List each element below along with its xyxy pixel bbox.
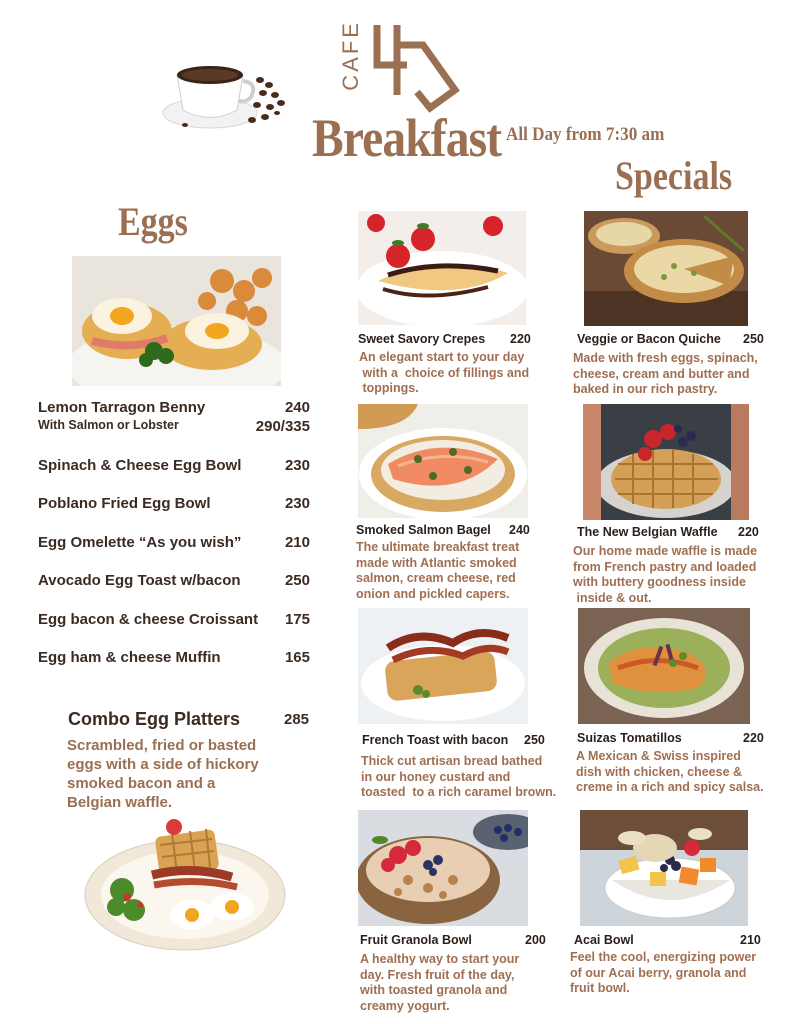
special-desc-line: day. Fresh fruit of the day, [360, 967, 515, 982]
egg-item-name: Egg bacon & cheese Croissant [38, 611, 259, 628]
special-name: Smoked Salmon Bagel [356, 523, 491, 537]
special-price: 220 [738, 525, 759, 539]
special-price: 240 [509, 523, 530, 537]
belgian-waffle-photo [583, 404, 749, 520]
special-desc-line: salmon, cream cheese, red [356, 571, 516, 585]
breakfast-title: Breakfast [312, 108, 502, 168]
egg-item-option [38, 418, 310, 435]
special-desc-line: inside & out. [573, 590, 652, 605]
egg-item-name: With Salmon or Lobster [38, 418, 179, 432]
egg-item-name: Spinach & Cheese Egg Bowl [38, 457, 242, 474]
hours-tagline: All Day from 7:30 am [506, 124, 665, 145]
combo-name: Combo Egg Platters [68, 709, 241, 729]
coffee-cup-icon [155, 55, 295, 145]
special-price: 220 [743, 731, 764, 745]
egg-item-price: 210 [284, 534, 310, 551]
cafe-word-text: CAFE [338, 20, 363, 91]
special-description [573, 351, 758, 398]
egg-item-price: 230 [284, 495, 310, 512]
special-desc-line: with toasted granola and [360, 983, 508, 997]
combo-platter-photo [82, 815, 288, 955]
eggs-title: Eggs [118, 199, 188, 244]
special-name: Suizas Tomatillos [577, 731, 682, 745]
special-desc-line: with a choice of fillings and [359, 365, 530, 380]
egg-item-price: 230 [284, 457, 310, 474]
special-desc-line: Feel the cool, energizing power [570, 950, 757, 964]
granola-bowl-photo [358, 810, 528, 926]
special-desc-line: with buttery goodness inside [573, 575, 746, 589]
special-description [361, 754, 556, 801]
egg-item [38, 534, 310, 551]
special-desc-line: Made with fresh eggs, spinach, [573, 351, 758, 365]
egg-item-name: Poblano Fried Egg Bowl [38, 495, 211, 512]
special-desc-line: An elegant start to your day [359, 350, 525, 364]
specials-title: Specials [615, 153, 733, 198]
special-desc-line: onion and pickled capers. [356, 586, 510, 601]
special-desc-line: The ultimate breakfast treat [356, 540, 520, 554]
cafe-word [338, 20, 363, 95]
egg-item-price: 240 [284, 399, 310, 416]
combo-desc-line: eggs with a side of hickory [67, 756, 259, 773]
egg-item-price: 290/335 [255, 418, 310, 435]
special-desc-line: A Mexican & Swiss inspired [576, 749, 741, 763]
french-toast-photo [358, 608, 528, 724]
special-desc-line: of our Acai berry, granola and [570, 965, 747, 980]
special-description [576, 749, 764, 796]
egg-item-price: 250 [284, 572, 310, 589]
special-description [570, 950, 756, 997]
combo-description [67, 736, 259, 812]
salmon-bagel-photo [358, 404, 528, 518]
special-description [359, 350, 529, 397]
special-desc-line: Thick cut artisan bread bathed [361, 754, 543, 768]
egg-item-name: Lemon Tarragon Benny [38, 399, 206, 416]
combo-price: 285 [284, 711, 310, 728]
egg-item [38, 457, 310, 474]
acai-bowl-photo [580, 810, 748, 926]
egg-item-name: Avocado Egg Toast w/bacon [38, 572, 241, 589]
special-desc-line: dish with chicken, cheese & [576, 764, 743, 779]
special-name: Sweet Savory Crepes [358, 332, 486, 346]
quiche-photo [584, 211, 748, 326]
egg-item [38, 399, 310, 416]
combo-desc-line: Scrambled, fried or basted [67, 737, 257, 754]
special-desc-line: creme in a rich and spicy salsa. [576, 780, 764, 794]
egg-item [38, 572, 310, 589]
combo-desc-line: smoked bacon and a [67, 775, 216, 792]
special-price: 220 [510, 332, 531, 346]
special-desc-line: in our honey custard and [361, 769, 511, 784]
special-desc-line: from French pastry and loaded [573, 559, 757, 574]
special-description [356, 540, 519, 602]
special-desc-line: fruit bowl. [570, 981, 630, 995]
special-desc-line: A healthy way to start your [360, 952, 520, 966]
special-name: Acai Bowl [574, 933, 634, 947]
special-desc-line: cheese, cream and butter and [573, 366, 750, 381]
special-description [360, 952, 519, 1014]
special-desc-line: made with Atlantic smoked [356, 555, 517, 570]
egg-item [38, 649, 310, 666]
egg-item [38, 611, 310, 628]
egg-item-price: 175 [284, 611, 310, 628]
suizas-photo [578, 608, 750, 724]
special-desc-line: toppings. [359, 381, 419, 395]
special-desc-line: baked in our rich pastry. [573, 382, 718, 396]
special-price: 250 [743, 332, 764, 346]
special-name: French Toast with bacon [362, 733, 509, 747]
combo-desc-line: Belgian waffle. [67, 794, 173, 811]
egg-item [38, 495, 310, 512]
special-name: Veggie or Bacon Quiche [577, 332, 721, 346]
egg-item-name: Egg ham & cheese Muffin [38, 649, 221, 666]
special-desc-line: Our home made waffle is made [573, 544, 758, 558]
special-price: 250 [524, 733, 545, 747]
egg-item-name: Egg Omelette “As you wish” [38, 534, 242, 551]
special-price: 200 [525, 933, 546, 947]
special-description [573, 544, 757, 606]
eggs-benedict-photo [72, 256, 281, 386]
egg-item-price: 165 [284, 649, 310, 666]
cafe-logo-icon [365, 20, 465, 115]
special-price: 210 [740, 933, 761, 947]
special-desc-line: toasted to a rich caramel brown. [361, 785, 557, 799]
special-name: Fruit Granola Bowl [360, 933, 472, 947]
special-desc-line: creamy yogurt. [360, 998, 450, 1013]
special-name: The New Belgian Waffle [577, 525, 718, 539]
crepes-photo [358, 211, 526, 325]
